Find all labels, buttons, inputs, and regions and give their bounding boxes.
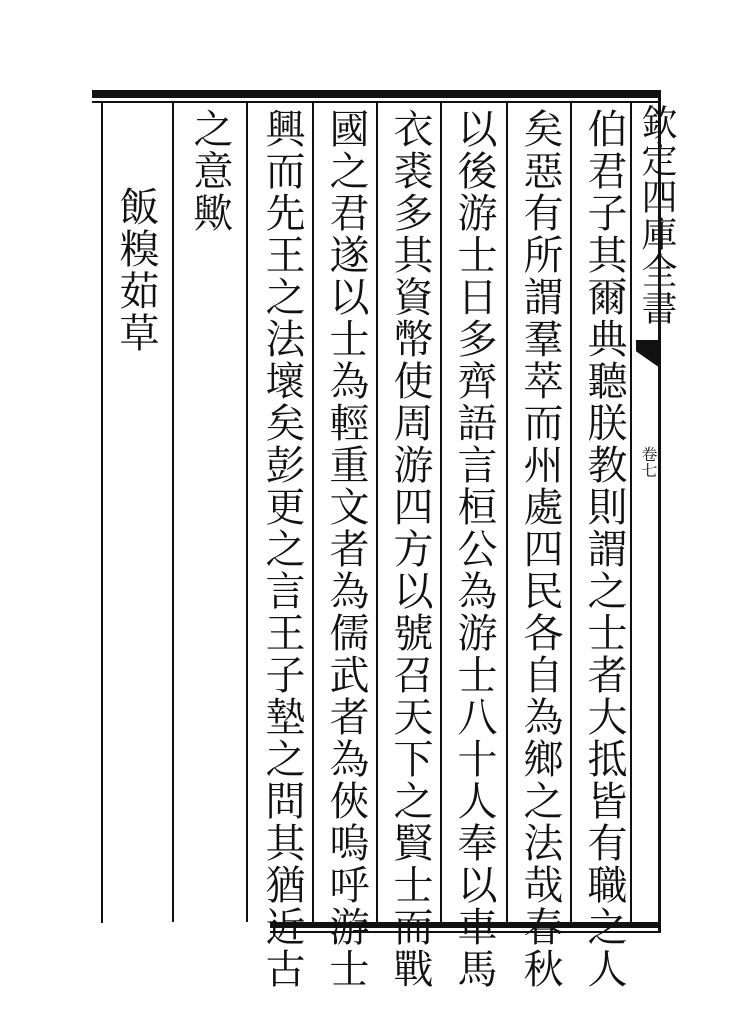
book-title: 欽定四庫全書 bbox=[636, 104, 677, 326]
fish-tail-mark bbox=[636, 340, 660, 368]
text-column-1: 伯君子其爾典聽朕教則謂之士者大抵皆有職之人 bbox=[581, 108, 627, 990]
column-divider bbox=[440, 103, 442, 922]
column-divider bbox=[312, 103, 314, 922]
text-column-6: 興而先王之法壞矣彭更之言王子墊之問其猶近古 bbox=[259, 108, 305, 990]
text-column-7: 之意歟 bbox=[187, 108, 233, 234]
text-column-5: 國之君遂以士為輕重文者為儒武者為俠嗚呼游士 bbox=[323, 108, 369, 990]
text-column-2: 矣惡有所謂羣萃而州處四民各自為鄉之法哉春秋 bbox=[517, 108, 563, 990]
column-divider bbox=[506, 103, 508, 922]
column-divider bbox=[376, 103, 378, 922]
column-divider bbox=[570, 103, 572, 922]
juan-label: 卷七 bbox=[639, 446, 658, 478]
entry-heading: 飯糗茹草 bbox=[113, 186, 159, 354]
column-divider bbox=[630, 103, 632, 922]
text-column-3: 以後游士日多齊語言桓公為游士八十人奉以車馬 bbox=[451, 108, 497, 990]
top-border-thick bbox=[92, 90, 660, 98]
column-divider bbox=[246, 103, 248, 922]
text-column-4: 衣裘多其資幣使周游四方以號召天下之賢士而戰 bbox=[387, 108, 433, 990]
column-divider bbox=[172, 103, 174, 922]
left-border bbox=[101, 103, 103, 923]
